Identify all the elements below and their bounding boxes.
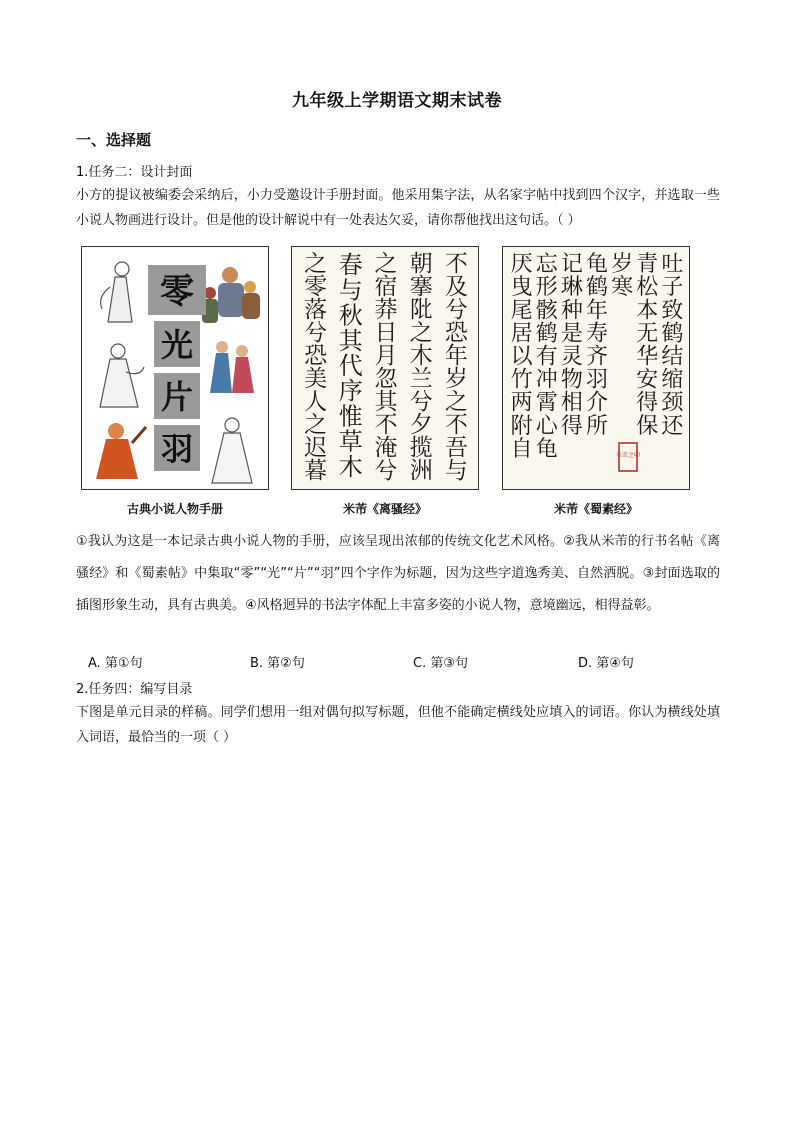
calligraphy-char: 致 bbox=[661, 298, 684, 324]
calligraphy-char: 洲 bbox=[409, 458, 433, 484]
calligraphy-char: 鹤 bbox=[535, 321, 558, 347]
calligraphy-char: 居 bbox=[510, 321, 533, 347]
calligraphy-char: 春 bbox=[338, 251, 363, 280]
calligraphy-char: 不 bbox=[444, 251, 468, 277]
option-b[interactable]: B. 第②句 bbox=[250, 656, 305, 671]
calligraphy-char: 寒 bbox=[611, 275, 634, 301]
calligraphy-char: 揽 bbox=[409, 435, 433, 461]
option-a[interactable]: A. 第①句 bbox=[88, 656, 143, 671]
calligraphy-char: 有 bbox=[535, 344, 558, 370]
calligraphy-char: 兮 bbox=[444, 297, 468, 323]
calligraphy-char: 木 bbox=[409, 343, 433, 369]
shusu-column-3 bbox=[611, 252, 633, 300]
calligraphy-char: 之 bbox=[409, 320, 433, 346]
calligraphy-char: 搴 bbox=[409, 274, 433, 300]
calligraphy-char: 尾 bbox=[510, 298, 533, 324]
calligraphy-char: 华 bbox=[636, 344, 659, 370]
calligraphy-char: 厌 bbox=[510, 252, 533, 278]
document-title: 九年级上学期语文期末试卷 bbox=[292, 91, 502, 111]
calligraphy-char: 相 bbox=[560, 390, 583, 416]
calligraphy-char: 之 bbox=[444, 389, 468, 415]
calligraphy-char: 所 bbox=[585, 413, 609, 439]
calligraphy-char: 淹 bbox=[374, 435, 398, 461]
figure-cover-design bbox=[81, 246, 269, 517]
calligraphy-char: 其 bbox=[338, 326, 363, 355]
calligraphy-char: 兰 bbox=[409, 366, 433, 392]
figure-official-bottom-right bbox=[212, 418, 252, 483]
question-1-stem: 小方的提议被编委会采纳后，小力受邀设计手册封面。他采用集字法，从名家字帖中找到四个汉字，并选取一些小说人物画进行设计。但是他的设计解说中有一处表达欠妥，请你帮他找出这句话。（ ） bbox=[76, 188, 720, 228]
calligraphy-char: 心 bbox=[535, 413, 558, 439]
calligraphy-char: 惟 bbox=[338, 402, 363, 431]
lisao-column-2 bbox=[410, 251, 433, 484]
calligraphy-char: 暮 bbox=[304, 458, 328, 484]
calligraphy-char: 两 bbox=[510, 390, 533, 416]
option-c[interactable]: C. 第③句 bbox=[413, 656, 468, 671]
calligraphy-char: 木 bbox=[338, 452, 363, 481]
figure-row bbox=[81, 246, 691, 516]
calligraphy-char: 是 bbox=[560, 321, 583, 347]
shusu-column-7 bbox=[511, 252, 534, 462]
cover-char-guang: 光 bbox=[160, 326, 194, 364]
calligraphy-char: 零 bbox=[304, 274, 328, 300]
calligraphy-char: 不 bbox=[444, 412, 468, 438]
figure-monkey-king-bottom-left bbox=[96, 423, 146, 479]
calligraphy-char: 吾 bbox=[444, 435, 468, 461]
shusu-column-4 bbox=[586, 252, 608, 439]
calligraphy-char: 代 bbox=[338, 352, 363, 380]
calligraphy-char: 序 bbox=[338, 377, 363, 406]
figure-lisao-calligraphy bbox=[291, 246, 479, 517]
calligraphy-char: 得 bbox=[636, 390, 659, 416]
calligraphy-char: 曳 bbox=[510, 275, 533, 301]
calligraphy-char: 迟 bbox=[304, 435, 328, 461]
calligraphy-char: 岁 bbox=[611, 252, 634, 278]
calligraphy-char: 人 bbox=[304, 389, 328, 415]
question-1-body: ①我认为这是一本记录古典小说人物的手册，应该呈现出浓郁的传统文化艺术风格。②我从米芾的行书名帖《离骚经》和《蜀素帖》中集取“零”“光”“片”“羽”四个字作为标题，因为这些字道逸秀美、自然洒脱。③封面选取的插图形象生动，具有古典美。④风格迥异的书法字体配上丰富多姿的小说人物，意境幽远，相得益彰。 bbox=[76, 534, 720, 613]
calligraphy-char: 年 bbox=[444, 343, 468, 369]
calligraphy-char: 之 bbox=[304, 251, 328, 277]
section-heading: 一、选择题 bbox=[76, 131, 152, 149]
calligraphy-char: 灵 bbox=[560, 344, 583, 370]
calligraphy-char: 形 bbox=[535, 275, 558, 301]
calligraphy-char: 子 bbox=[661, 275, 684, 301]
calligraphy-char: 颈 bbox=[661, 390, 684, 416]
calligraphy-char: 还 bbox=[661, 413, 684, 439]
figure-caption-cover: 古典小说人物手册 bbox=[126, 502, 223, 516]
calligraphy-char: 其 bbox=[374, 389, 398, 415]
cover-title-characters bbox=[148, 265, 206, 471]
calligraphy-char: 竹 bbox=[510, 367, 533, 393]
calligraphy-char: 骸 bbox=[535, 298, 558, 324]
calligraphy-char: 兮 bbox=[304, 320, 328, 346]
calligraphy-char: 岁 bbox=[444, 366, 468, 392]
shusu-calligraphy-image bbox=[502, 246, 690, 490]
figure-scholar-mid-left bbox=[100, 344, 144, 407]
cover-char-ling: 零 bbox=[160, 272, 194, 312]
figure-shusu-calligraphy bbox=[502, 246, 690, 517]
calligraphy-char: 寿 bbox=[585, 321, 609, 347]
calligraphy-char: 霄 bbox=[535, 390, 558, 416]
calligraphy-char: 忘 bbox=[535, 252, 558, 278]
calligraphy-char: 夕 bbox=[409, 412, 433, 438]
figure-caption-lisao: 米芾《离骚经》 bbox=[342, 502, 427, 516]
calligraphy-char: 之 bbox=[304, 412, 328, 438]
calligraphy-char: 与 bbox=[444, 458, 468, 484]
calligraphy-char: 与 bbox=[338, 276, 363, 305]
question-2-label: 2.任务四：编写目录 bbox=[76, 682, 193, 697]
calligraphy-char: 恐 bbox=[304, 343, 328, 369]
calligraphy-char: 无 bbox=[636, 321, 659, 347]
calligraphy-char: 朝 bbox=[409, 251, 433, 277]
calligraphy-char: 莽 bbox=[374, 297, 398, 323]
shusu-column-5 bbox=[561, 252, 583, 439]
question-1-options bbox=[88, 652, 688, 672]
calligraphy-char: 鹤 bbox=[661, 321, 684, 347]
calligraphy-char: 保 bbox=[636, 413, 659, 439]
calligraphy-char: 美 bbox=[304, 366, 328, 392]
question-2-stem: 下图是单元目录的样稿。同学们想用一组对偶句拟写标题，但他不能确定横线处应填入的词语。你认为横线处填入词语，最恰当的一项（ ） bbox=[76, 705, 720, 745]
figure-couple-mid-right bbox=[210, 341, 254, 393]
calligraphy-char: 松 bbox=[636, 275, 659, 301]
calligraphy-char: 本 bbox=[636, 298, 659, 324]
calligraphy-char: 鹤 bbox=[585, 275, 609, 301]
cover-char-pian: 片 bbox=[160, 378, 194, 416]
shusu-column-6 bbox=[536, 252, 559, 462]
calligraphy-char: 及 bbox=[444, 274, 468, 300]
calligraphy-char: 介 bbox=[585, 390, 609, 416]
lisao-column-5 bbox=[304, 251, 328, 484]
calligraphy-char: 草 bbox=[338, 427, 363, 456]
calligraphy-char: 兮 bbox=[374, 458, 398, 484]
calligraphy-char: 宿 bbox=[374, 274, 398, 300]
question-1-label: 1.任务二：设计封面 bbox=[76, 165, 193, 180]
shusu-column-2 bbox=[636, 252, 659, 439]
calligraphy-char: 龟 bbox=[535, 436, 558, 462]
calligraphy-char: 得 bbox=[560, 413, 583, 439]
calligraphy-char: 吐 bbox=[661, 252, 684, 278]
lisao-column-4 bbox=[339, 251, 364, 481]
calligraphy-char: 缩 bbox=[661, 367, 684, 393]
lisao-column-1 bbox=[445, 251, 469, 484]
figure-lady-top-left bbox=[101, 262, 132, 322]
calligraphy-char: 之 bbox=[374, 251, 398, 277]
calligraphy-char: 忽 bbox=[374, 366, 398, 392]
calligraphy-char: 附 bbox=[510, 413, 533, 439]
calligraphy-char: 青 bbox=[636, 252, 659, 278]
calligraphy-char: 恐 bbox=[444, 320, 468, 346]
lisao-column-3 bbox=[375, 251, 399, 484]
shusu-column-1 bbox=[661, 252, 684, 439]
calligraphy-char: 自 bbox=[510, 436, 533, 462]
calligraphy-char: 日 bbox=[374, 320, 398, 346]
calligraphy-char: 兮 bbox=[409, 389, 433, 415]
seal-text: 米芾之印 bbox=[615, 452, 641, 459]
calligraphy-char: 结 bbox=[661, 344, 684, 370]
lisao-calligraphy-image bbox=[291, 246, 479, 490]
calligraphy-char: 冲 bbox=[535, 367, 558, 393]
cover-char-yu: 羽 bbox=[160, 430, 194, 468]
calligraphy-char: 落 bbox=[304, 297, 328, 323]
calligraphy-char: 以 bbox=[510, 344, 533, 370]
figure-caption-shusu: 米芾《蜀素经》 bbox=[553, 502, 638, 516]
calligraphy-char: 种 bbox=[560, 298, 583, 324]
calligraphy-char: 安 bbox=[636, 367, 659, 393]
option-d[interactable]: D. 第④句 bbox=[578, 656, 634, 671]
cover-design-image bbox=[81, 246, 269, 490]
calligraphy-char: 阰 bbox=[409, 297, 433, 323]
calligraphy-char: 不 bbox=[374, 412, 398, 438]
calligraphy-char: 羽 bbox=[585, 367, 609, 393]
calligraphy-char: 龟 bbox=[585, 252, 609, 278]
calligraphy-char: 物 bbox=[560, 367, 583, 393]
calligraphy-char: 齐 bbox=[585, 344, 609, 370]
calligraphy-char: 年 bbox=[585, 298, 609, 324]
calligraphy-char: 秋 bbox=[338, 301, 363, 330]
calligraphy-char: 月 bbox=[374, 343, 398, 369]
calligraphy-char: 琳 bbox=[560, 275, 583, 301]
figure-warriors-top-right bbox=[202, 267, 260, 323]
calligraphy-char: 记 bbox=[560, 252, 583, 278]
